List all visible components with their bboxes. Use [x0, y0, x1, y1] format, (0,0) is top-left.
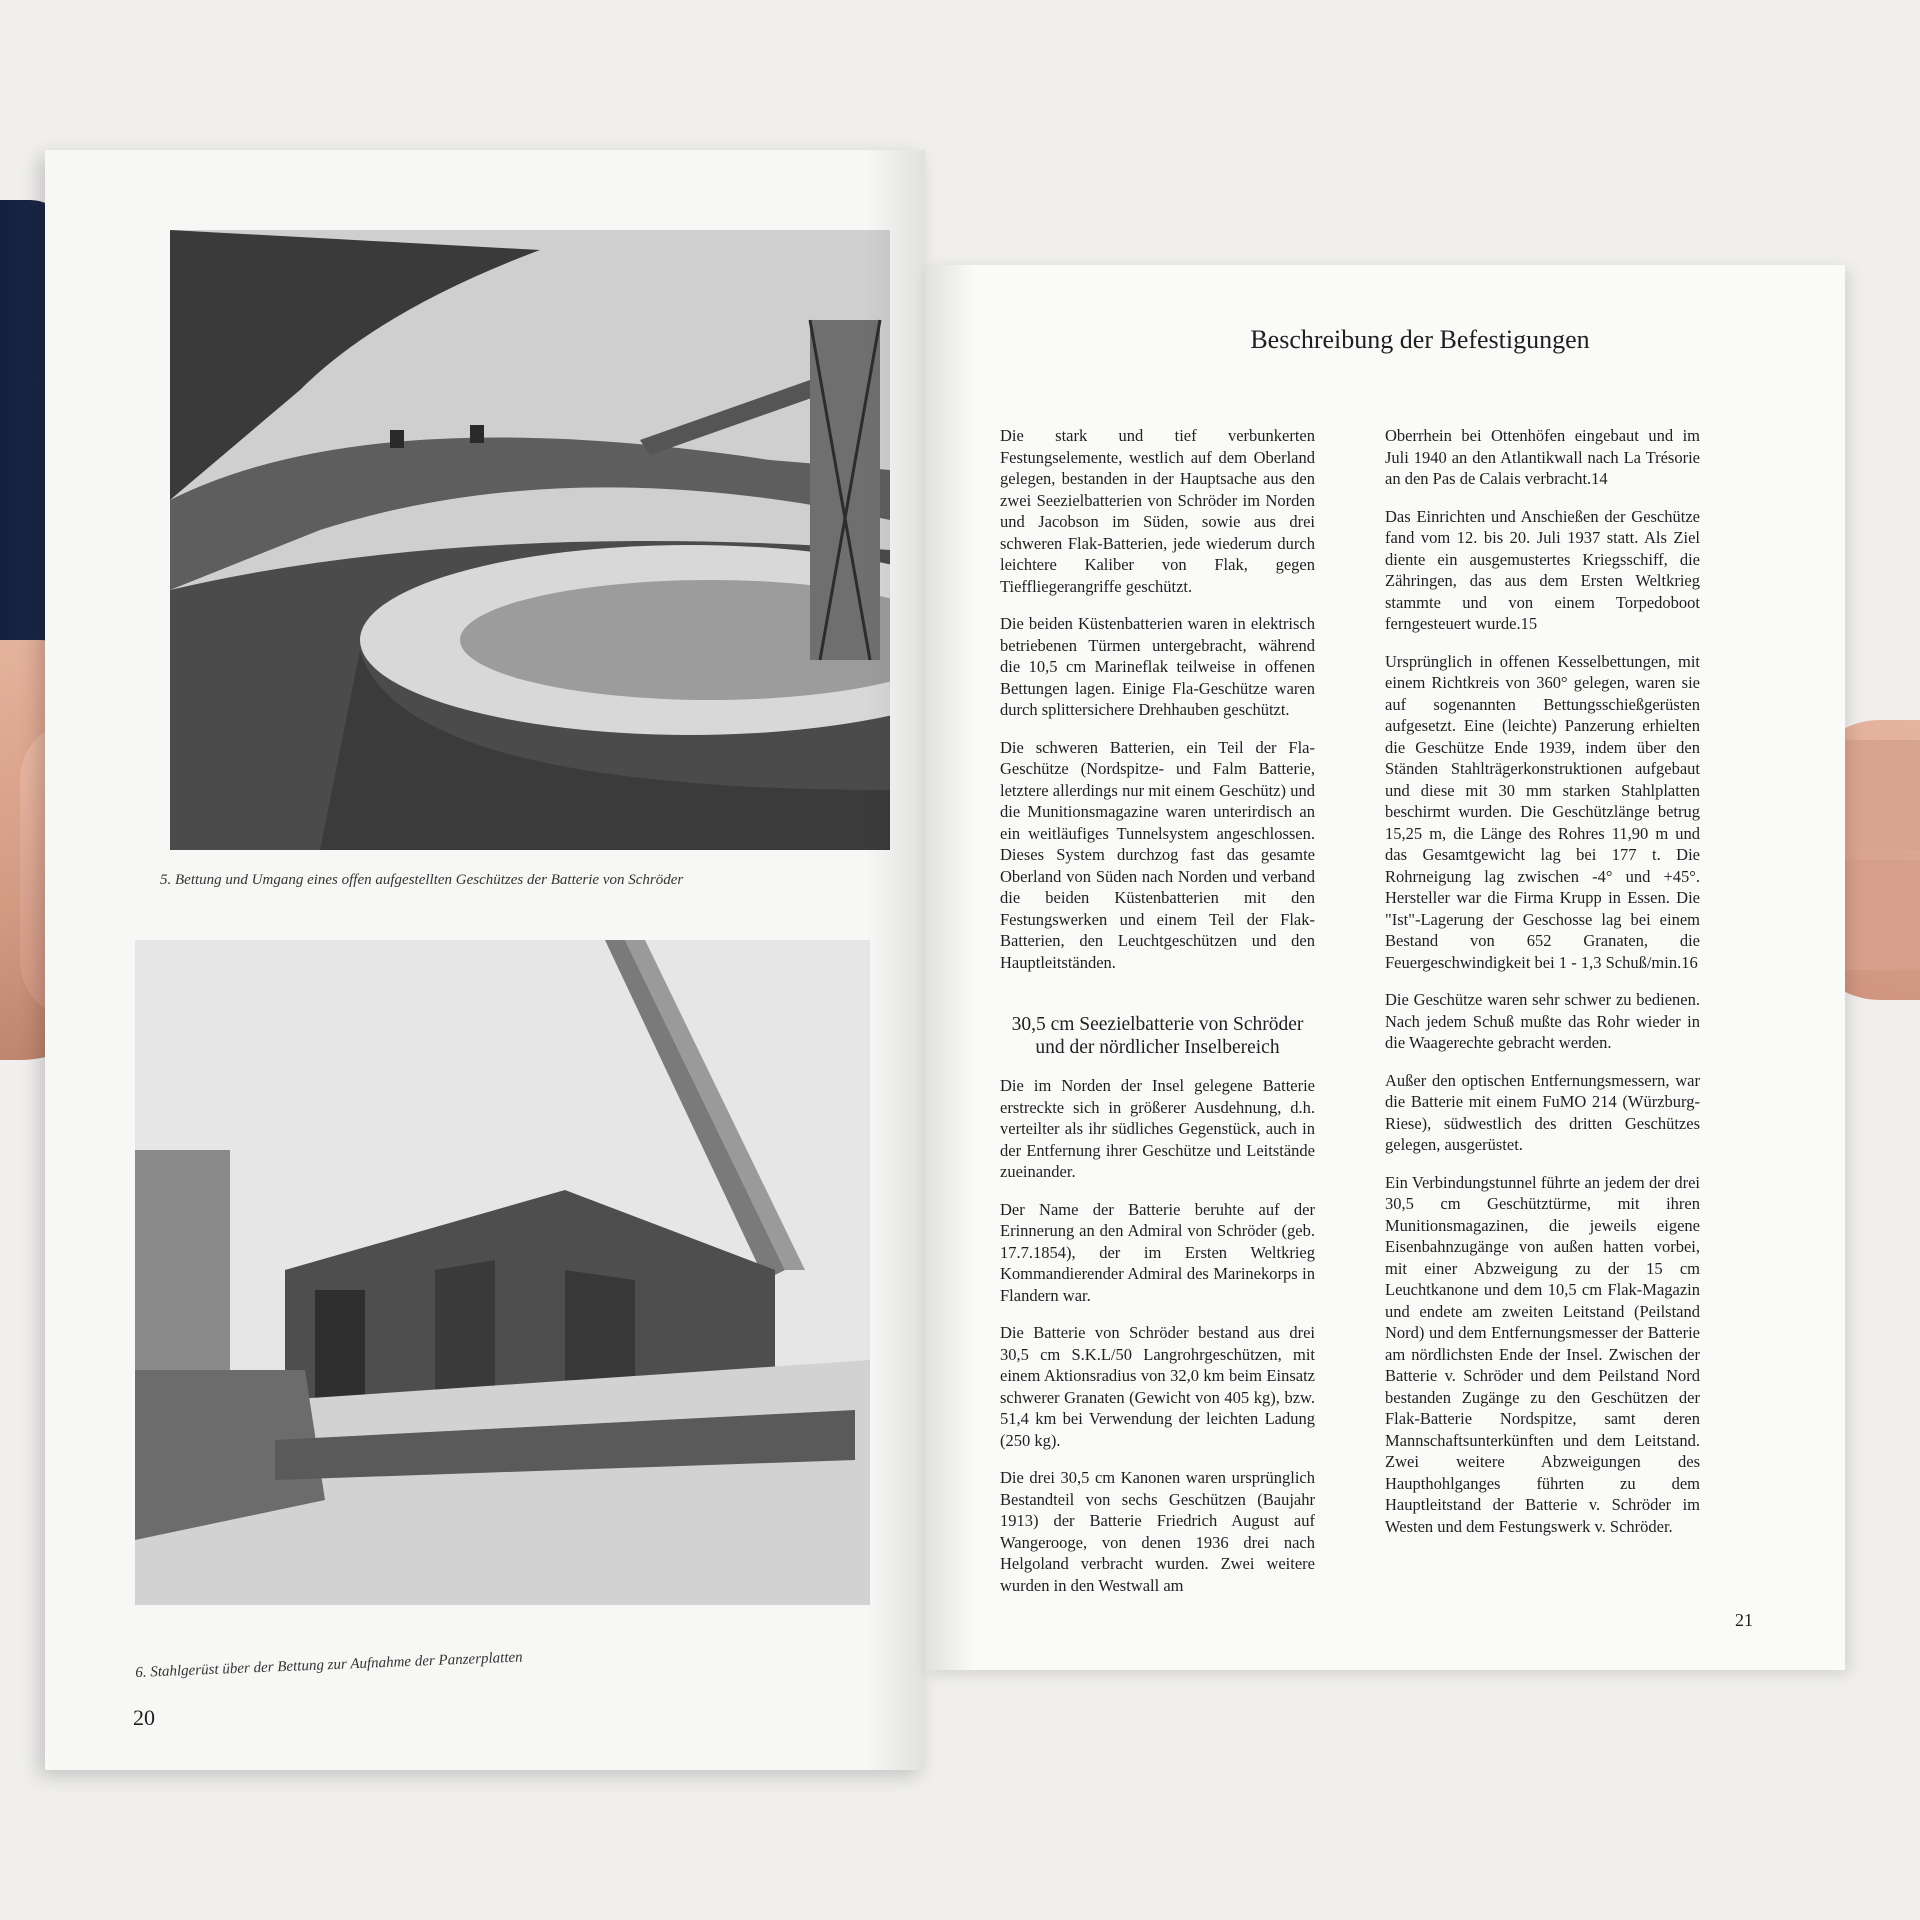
paragraph: Ursprünglich in offenen Kesselbettungen, mit einem Richtkreis von 360° gelegen, waren sie auf sogenannten Bettungsschießgerüsten aufgesetzt. Eine (leichte) Panzerung erhielten die Geschütze Ende 1939, indem über den Ständen Stahlträgerkonstruktionen aufgebaut und diese mit 30 mm starken Stahlplatten beschirmt wurden. Die Geschützlänge betrug 15,25 m, die Länge des Rohres 11,90 m und das Gesamtgewicht lag bei 177 t. Die Rohrneigung lag zwischen -4° und +45°. Hersteller war die Firma Krupp in Essen. Die "Ist"-Lagerung der Geschosse lag bei einem Bestand von 652 Granaten, die Feuergeschwindigkeit bei 1 - 1,3 Schuß/min.16 — [1385, 651, 1700, 972]
paragraph: Die drei 30,5 cm Kanonen waren ursprünglich Bestandteil von sechs Geschützen (Baujahr 1913) der Batterie Friedrich August auf Wangerooge, von denen 1936 drei nach Helgoland verbracht wurden. Zwei weitere wurden in den Westwall am — [1000, 1468, 1315, 1595]
section-subheading: 30,5 cm Seezielbatterie von Schröder und der nördlicher Inselbereich — [1011, 1014, 1304, 1058]
right-page — [925, 265, 1845, 1670]
left-page — [45, 150, 925, 1770]
paragraph: Die schweren Batterien, ein Teil der Fla-Geschütze (Nordspitze- und Falm Batterie, letztere allerdings nur mit einem Geschütz) und die Munitionsmagazine waren unterirdisch an ein weitläufiges Tunnelsystem angeschlossen. Dieses System durchzog fast das gesamte Oberland von Süden nach Norden und verband die beiden Küstenbatterien mit den Festungswerken und einem Teil der Flak-Batterien, den Leuchtgeschützen und den Hauptleitständen. — [1000, 737, 1315, 972]
text-column-left — [1000, 425, 1315, 1612]
paragraph: Die beiden Küstenbatterien waren in elektrisch betriebenen Türmen untergebracht, während die 10,5 cm Marineflak teilweise in offenen Bettungen lagen. Einige Fla-Geschütze waren durch splittersichere Drehhauben geschützt. — [1000, 614, 1315, 719]
paragraph: Die Geschütze waren sehr schwer zu bedienen. Nach jedem Schuß mußte das Rohr wieder in die Waagerechte gebracht werden. — [1385, 990, 1700, 1052]
photo-gun-emplacement — [170, 230, 890, 850]
paragraph: Ein Verbindungstunnel führte an jedem der drei 30,5 cm Geschütztürme, mit ihren Munitionsmagazinen, die jeweils eigene Eisenbahnzugänge von außen hatten vorbei, mit einer Abzweigung zu der 15 cm Leuchtkanone und dem 10,5 cm Flak-Magazin und endete am zweiten Leitstand (Peilstand Nord) und dem Entfernungsmesser der Batterie am nördlichsten Ende der Insel. Zwischen der Batterie v. Schröder und dem Peilstand Nord bestanden Zugänge zu den Geschützen der Flak-Batterie Nordspitze, samt deren Mannschaftsunterkünften und dem Leitstand. Zwei weitere Abzweigungen des Haupthohlganges führten zu dem Hauptleitstand der Batterie v. Schröder im Westen und dem Festungswerk v. Schröder. — [1385, 1172, 1700, 1536]
page-title: Beschreibung der Befestigungen — [1250, 325, 1590, 354]
paragraph: Oberrhein bei Ottenhöfen eingebaut und im Juli 1940 an den Atlantikwall nach La Trésorie an den Pas de Calais verbracht.14 — [1385, 426, 1700, 488]
photo-caption: 5. Bettung und Umgang eines offen aufgestellten Geschützes der Batterie von Schröder — [160, 872, 684, 888]
photo-steel-frame — [135, 940, 870, 1605]
photo-caption: 6. Stahlgerüst über der Bettung zur Aufnahme der Panzerplatten — [135, 1649, 523, 1681]
page-number: 21 — [1735, 1610, 1753, 1630]
paragraph: Die im Norden der Insel gelegene Batterie erstreckte sich in größerer Ausdehnung, d.h. verteilter als ihr südliches Gegenstück, auch in der Entfernung ihrer Geschütze und Leitstände zueinander. — [1000, 1076, 1315, 1181]
paragraph: Die Batterie von Schröder bestand aus drei 30,5 cm S.K.L/50 Langrohrgeschützen, mit einem Aktionsradius von 32,0 km beim Einsatz schwerer Granaten (Gewicht von 405 kg), bzw. 51,4 km bei Verwendung der leichten Ladung (250 kg). — [1000, 1323, 1315, 1450]
paragraph: Die stark und tief verbunkerten Festungselemente, westlich auf dem Oberland gelegen, bestanden in der Hauptsache aus den zwei Seezielbatterien von Schröder im Norden und Jacobson im Süden, sowie aus drei schweren Flak-Batterien, jede wiederum durch leichtere Kaliber von Flak, gegen Tieffliegerangriffe geschützt. — [1000, 426, 1315, 596]
paragraph: Das Einrichten und Anschießen der Geschütze fand vom 12. bis 20. Juli 1937 statt. Als Ziel diente ein ausgemustertes Kriegsschiff, die Zähringen, das aus dem Ersten Weltkrieg stammte und von einem Torpedoboot ferngesteuert wurde.15 — [1385, 506, 1700, 633]
paragraph: Außer den optischen Entfernungsmessern, war die Batterie mit einem FuMO 214 (Würzburg-Riese), südwestlich des dritten Geschützes gelegen, ausgerüstet. — [1385, 1070, 1700, 1154]
page-number: 20 — [133, 1705, 155, 1730]
paragraph: Der Name der Batterie beruhte auf der Erinnerung an den Admiral von Schröder (geb. 17.7.1854), der im Ersten Weltkrieg Kommandierender Admiral des Marinekorps in Flandern war. — [1000, 1199, 1315, 1305]
text-column-right — [1385, 425, 1700, 1553]
